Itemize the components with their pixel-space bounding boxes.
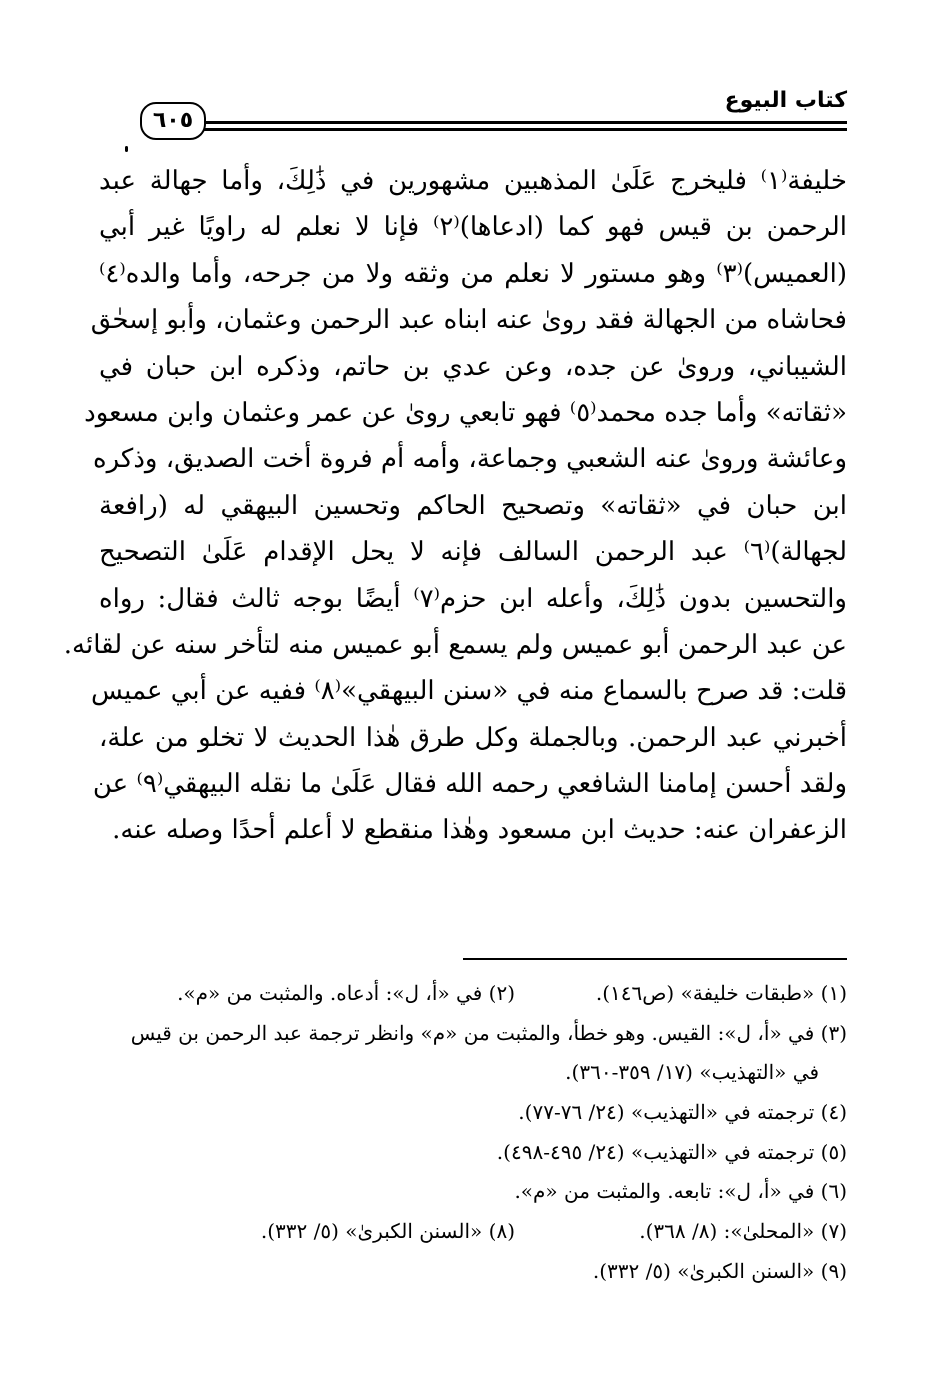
- page-number: ٦٠٥: [152, 108, 194, 133]
- footnote-9: (٩) «السنن الكبرىٰ» (٥/ ٣٣٢).: [592, 1258, 847, 1283]
- running-header-book-title: كتاب البيوع: [724, 88, 847, 113]
- footnote-6: (٦) في «أ، ل»: تابعه. والمثبت من «م».: [514, 1179, 847, 1204]
- ink-speck: [125, 146, 128, 152]
- text-line: أخبرني عبد الرحمن. وبالجملة وكل طرق هٰذا الحديث لا تخلو من علة،: [99, 722, 847, 753]
- header-rule-top: [202, 121, 847, 124]
- footnote-row: [99, 974, 847, 1014]
- main-text: [63, 158, 847, 854]
- text-line: خليفة⁽١⁾ فليخرج عَلَىٰ المذهبين مشهورين في ذَٰلِكَ، وأما جهالة عبد: [99, 166, 847, 196]
- text-line: والتحسين بدون ذَٰلِكَ، وأعله ابن حزم⁽٧⁾ أيضًا بوجه ثالث فقال: رواه: [99, 583, 847, 614]
- text-line: الشيباني، ورویٰ عن جده، وعن عدي بن حاتم، وذكره ابن حبان في: [99, 351, 847, 382]
- footnote-7: (٧) «المحلىٰ»: (٨/ ٣٦٨).: [639, 1219, 847, 1244]
- text-line: الزعفران عنه: حديث ابن مسعود وهٰذا منقطع لا أعلم أحدًا وصله عنه.: [112, 815, 847, 846]
- text-line: عن عبد الرحمن أبو عميس ولم يسمع أبو عميس منه لتأخر سنه عن لقائه.: [63, 629, 847, 660]
- text-line: وعائشة وروىٰ عنه الشعبي وجماعة، وأمه أم فروة أخت الصديق، وذكره: [92, 444, 847, 475]
- footnote-8: (٨) «السنن الكبرىٰ» (٥/ ٣٣٢).: [260, 1219, 515, 1244]
- footnote-3: (٣) في «أ، ل»: القيس. وهو خطأ، والمثبت من «م» وانظر ترجمة عبد الرحمن بن قيس: [130, 1020, 847, 1045]
- text-line: فحاشاه من الجهالة فقد روىٰ عنه ابناه عبد الرحمن وعثمان، وأبو إسحٰق: [90, 305, 847, 336]
- text-line: ولقد أحسن إمامنا الشافعي رحمه الله فقال عَلَىٰ ما نقله البيهقي⁽٩⁾ عن: [92, 769, 847, 800]
- footnotes: [99, 974, 847, 1292]
- footnote-1: (١) «طبقات خليفة» (ص١٤٦).: [595, 981, 847, 1005]
- footnote-4: (٤) ترجمته في «التهذيب» (٢٤/ ٧٦-٧٧).: [518, 1100, 847, 1125]
- footnote-5: (٥) ترجمته في «التهذيب» (٢٤/ ٤٩٥-٤٩٨).: [496, 1139, 847, 1164]
- text-line: قلت: قد صرح بالسماع منه في «سنن البيهقي»⁽٨⁾ ففيه عن أبي عميس: [90, 676, 847, 707]
- page-number-badge: [140, 102, 206, 140]
- text-line: (العميس)⁽٣⁾ وهو مستور لا نعلم من وثقه ولا من جرحه، وأما والده⁽٤⁾: [99, 258, 847, 289]
- text-line: لجهالة)⁽٦⁾ عبد الرحمن السالف فإنه لا يحل الإقدام عَلَىٰ التصحيح: [99, 537, 847, 568]
- text-line: الرحمن بن قيس فهو كما (ادعاها)⁽٢⁾ فإنا لا نعلم له راويًا غير أبي: [99, 212, 847, 243]
- footnote-2: (٢) في «أ، ل»: أدعاه. والمثبت من «م».: [177, 981, 515, 1005]
- header-rule-bottom: [202, 128, 847, 131]
- footnote-row: [99, 1212, 847, 1252]
- text-line: ابن حبان في «ثقاته» وتصحيح الحاكم وتحسين البيهقي له (رافعة: [99, 490, 847, 521]
- footnote-separator: [463, 958, 847, 960]
- footnote-3-continuation: في «التهذيب» (١٧/ ٣٥٩-٣٦٠).: [565, 1060, 819, 1085]
- text-line: «ثقاته» وأما جده محمد⁽٥⁾ فهو تابعي روىٰ عن عمر وعثمان وابن مسعود: [84, 397, 847, 428]
